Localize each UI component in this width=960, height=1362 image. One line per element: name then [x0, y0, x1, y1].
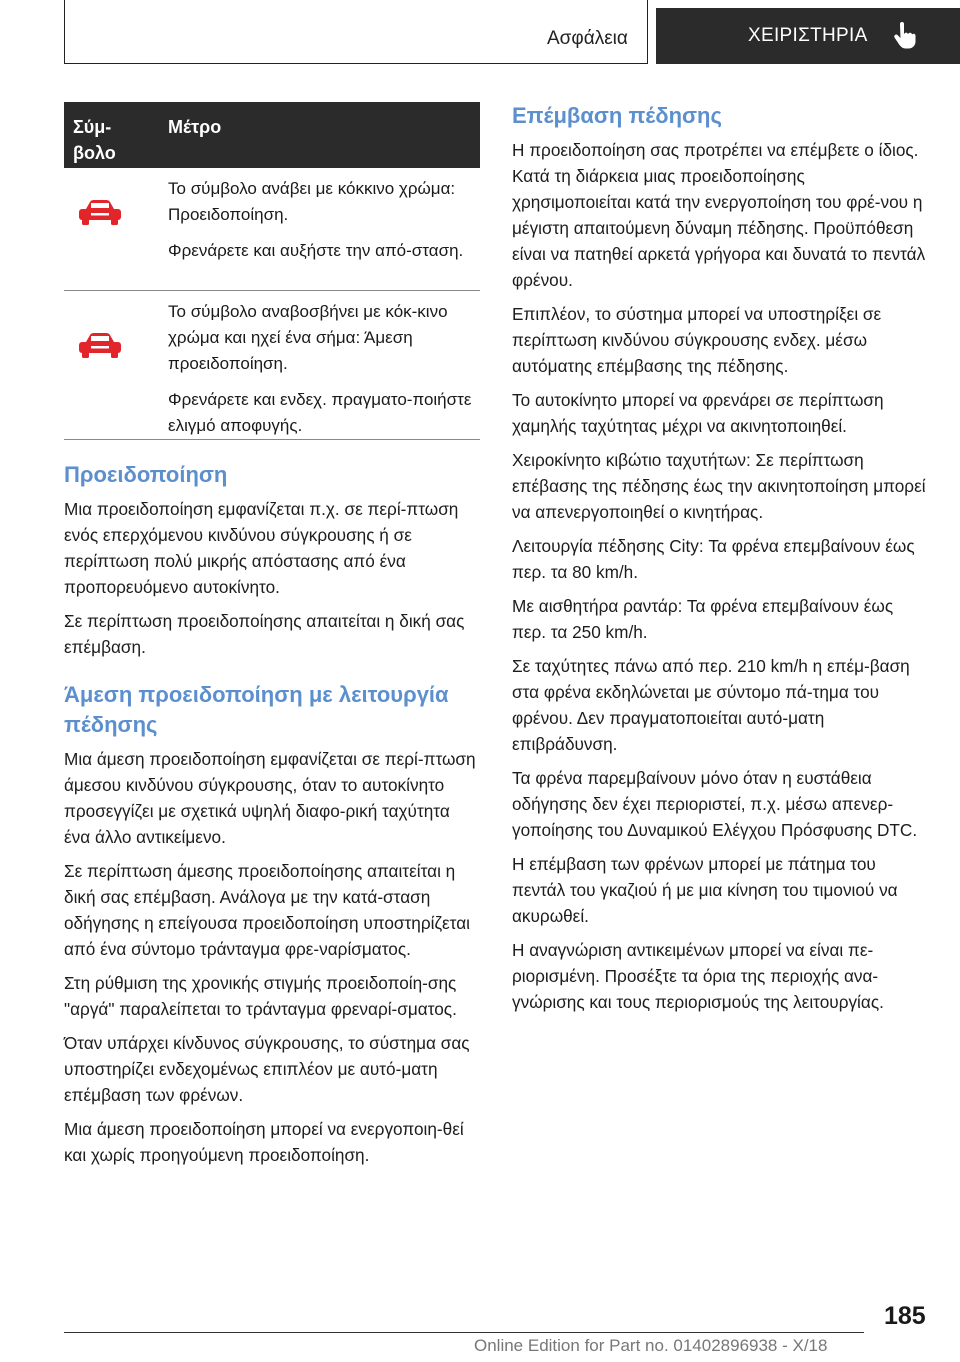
- chapter-tab: [656, 8, 960, 64]
- paragraph: Σε περίπτωση προειδοποίησης απαιτείται η δική σας επέμβαση.: [64, 611, 465, 657]
- car-warning-icon: [77, 198, 123, 226]
- column-measure: Μέτρο: [168, 117, 222, 137]
- row-line: Φρενάρετε και ενδεχ. πραγματο-ποιήστε ελιγμό αποφυγής.: [168, 390, 472, 435]
- hand-pointer-icon: [892, 22, 916, 50]
- heading-warning: Προειδοποίηση: [64, 462, 228, 487]
- paragraph: Μια άμεση προειδοποίηση μπορεί να ενεργοποιη-θεί και χωρίς προηγούμενη προειδοποίηση.: [64, 1119, 464, 1165]
- paragraph: Χειροκίνητο κιβώτιο ταχυτήτων: Σε περίπτωση επέβασης της πέδησης έως την ακινητοποίηση μπορεί να απενεργοποιηθεί ο κινητήρας.: [512, 450, 926, 522]
- right-column: [512, 101, 928, 1023]
- paragraph: Σε περίπτωση άμεσης προειδοποίησης απαιτείται η δική σας επέμβαση. Ανάλογα με την κατά-σταση οδήγησης η επείγουσα προειδοποίηση υποστηρίζεται από ένα σύντομο τράνταγμα φρε-ναρίσματος.: [64, 861, 470, 959]
- page-number: 185: [884, 1302, 926, 1330]
- car-warning-icon: [77, 331, 123, 359]
- symbol-table: [64, 102, 480, 440]
- paragraph: Μια προειδοποίηση εμφανίζεται π.χ. σε περί-πτωση ενός επερχόμενου κινδύνου σύγκρουσης ή σε περίπτωση πολύ μικρής απόστασης από ένα προπορευόμενο αυτοκίνητο.: [64, 499, 459, 597]
- paragraph: Η επέμβαση των φρένων μπορεί με πάτημα του πεντάλ του γκαζιού ή με μια κίνηση του τιμονιού να ακυρωθεί.: [512, 854, 898, 926]
- table-row: [64, 291, 480, 440]
- row-line: Φρενάρετε και αυξήστε την από-σταση.: [168, 241, 464, 260]
- heading-brake-intervention: Επέμβαση πέδησης: [512, 103, 722, 128]
- paragraph: Η αναγνώριση αντικειμένων μπορεί να είναι πε-ριορισμένη. Προσέξτε τα όρια της περιοχής ανα-γνώρισης και τους περιορισμούς της λειτουργίας.: [512, 940, 884, 1012]
- row-text: [168, 299, 476, 449]
- table-header: [64, 102, 480, 168]
- paragraph: Το αυτοκίνητο μπορεί να φρενάρει σε περίπτωση χαμηλής ταχύτητας μέχρι να ακινητοποιηθεί.: [512, 390, 884, 436]
- row-line: Το σύμβολο αναβοσβήνει με κόκ-κινο χρώμα και ηχεί ένα σήμα: Άμεση προειδοποίηση.: [168, 302, 448, 373]
- paragraph: Τα φρένα παρεμβαίνουν μόνο όταν η ευστάθεια οδήγησης δεν έχει περιοριστεί, π.χ. μέσω απενερ-γοποίησης του Δυναμικού Ελέγχου Πρόσφυσης DTC.: [512, 768, 918, 840]
- table-row: [64, 168, 480, 291]
- paragraph: Σε ταχύτητες πάνω από περ. 210 km/h η επέμ-βαση στα φρένα εκδηλώνεται με σύντομο πά-τημα του φρένου. Δεν πραγματοποιείται αυτό-ματη επιβράδυνση.: [512, 656, 910, 754]
- paragraph: Με αισθητήρα ραντάρ: Τα φρένα επεμβαίνουν έως περ. τα 250 km/h.: [512, 596, 894, 642]
- paragraph: Λειτουργία πέδησης City: Τα φρένα επεμβαίνουν έως περ. τα 80 km/h.: [512, 536, 915, 582]
- paragraph: Στη ρύθμιση της χρονικής στιγμής προειδοποίη-σης "αργά" παραλείπεται το τράνταγμα φρεναρί-σματος.: [64, 973, 457, 1019]
- row-text: [168, 176, 476, 274]
- heading-acute-warning: Άμεση προειδοποίηση με λειτουργία πέδησης: [64, 682, 449, 737]
- section-title: Ασφάλεια: [547, 28, 628, 49]
- footer-edition: Online Edition for Part no. 01402896938 - X/18: [474, 1336, 828, 1355]
- paragraph: Η προειδοποίηση σας προτρέπει να επέμβετε ο ίδιος. Κατά τη διάρκεια μιας προειδοποίησης χρησιμοποιείται κατά την ενεργοποίηση του φρέ-νου η μέγιστη απαιτούμενη δύναμη πέδησης. Προϋπόθεση είναι να πατηθεί αρκετά γρήγορα και δυνατά το πεντάλ φρένου.: [512, 140, 926, 290]
- left-column: [64, 460, 480, 1176]
- paragraph: Μια άμεση προειδοποίηση εμφανίζεται σε περί-πτωση άμεσου κινδύνου σύγκρουσης, όταν το αυτοκίνητο προσεγγίζει με σχετικά υψηλή διαφο-ρική ταχύτητα ένα άλλο αντικείμενο.: [64, 749, 476, 847]
- chapter-title: ΧΕΙΡΙΣΤΗΡΙΑ: [748, 25, 868, 46]
- column-symbol: Σύμ-βολο: [73, 117, 116, 163]
- paragraph: Επιπλέον, το σύστημα μπορεί να υποστηρίξει σε περίπτωση κινδύνου σύγκρουσης ενδεχ. μέσω αυτόματης επέμβασης της πέδησης.: [512, 304, 882, 376]
- row-line: Το σύμβολο ανάβει με κόκκινο χρώμα: Προειδοποίηση.: [168, 179, 456, 224]
- paragraph: Όταν υπάρχει κίνδυνος σύγκρουσης, το σύστημα σας υποστηρίζει ενδεχομένως επιπλέον με αυτό-ματη επέμβαση των φρένων.: [64, 1033, 470, 1105]
- footer-divider: [64, 1332, 864, 1333]
